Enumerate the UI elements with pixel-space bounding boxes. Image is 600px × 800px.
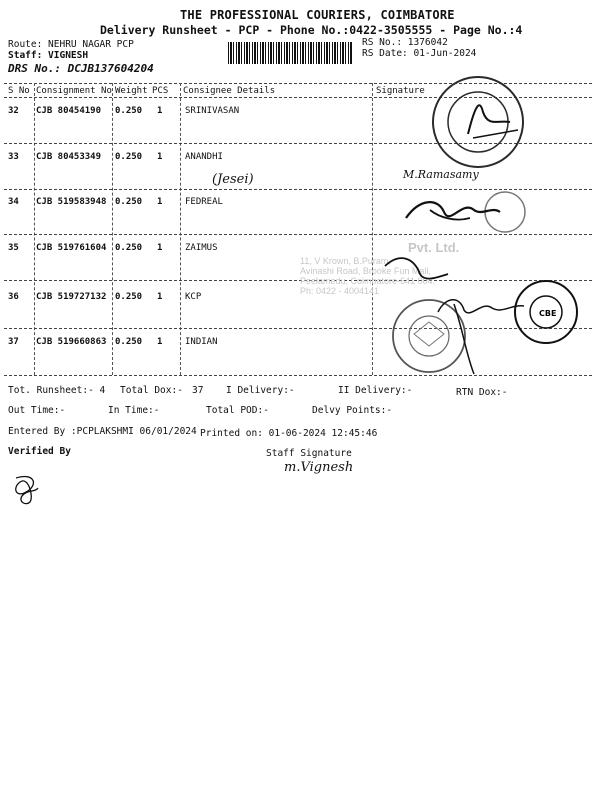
col-sno: S No [8, 86, 30, 96]
row-33-weight: 0.250 [115, 152, 143, 162]
row-34-weight: 0.250 [115, 197, 143, 207]
total-dox-value: 37 [192, 385, 204, 396]
row-33-consignment: CJB 80453349 [36, 152, 102, 162]
row-36-sno: 36 [8, 292, 19, 302]
row-33-sno: 33 [8, 152, 19, 162]
handwritten-jesei-text: Jesei [217, 172, 249, 187]
company-seal-stamp-1 [428, 72, 528, 172]
row-36-pcs: 1 [157, 292, 163, 302]
svg-text:CBE: CBE [539, 309, 557, 318]
handwritten-ramasamy: M.Ramasamy [403, 168, 479, 181]
ii-delivery: II Delivery:- [338, 385, 413, 396]
delvy-points: Delvy Points:- [312, 405, 393, 416]
signature-scribble-35 [380, 248, 460, 288]
col-pcs: PCS [152, 86, 169, 96]
staff-signature-label: Staff Signature [266, 448, 352, 459]
row-37-sno: 37 [8, 337, 19, 347]
row-35-sno: 35 [8, 243, 19, 253]
ghost-stamp-line5: Ph: 0422 - 4004141 [300, 286, 380, 296]
row-34-consignee: FEDREAL [185, 197, 223, 207]
verifier-signature-scribble [6, 468, 46, 508]
tot-runsheet: Tot. Runsheet:- 4 [8, 385, 106, 396]
row-34-consignment: CJB 519583948 [36, 197, 107, 207]
out-time: Out Time:- [8, 405, 66, 416]
handwritten-jesei: (Jesei) [212, 172, 254, 187]
row-33-pcs: 1 [157, 152, 163, 162]
row-35-consignment: CJB 519761604 [36, 243, 107, 253]
col-signature: Signature [376, 86, 425, 96]
col-consignment: Consignment No [36, 86, 112, 96]
col-consignee: Consignee Details [183, 86, 276, 96]
ghost-stamp-line3: Avinashi Road, Brooke Fun Mall, [300, 266, 431, 276]
in-time: In Time:- [108, 405, 160, 416]
row-36-weight: 0.250 [115, 292, 143, 302]
staff-label: Staff: VIGNESH [8, 50, 89, 61]
printed-on: Printed on: 01-06-2024 12:45:46 [200, 428, 378, 439]
row-35-consignee: ZAIMUS [185, 243, 218, 253]
row-35-pcs: 1 [157, 243, 163, 253]
verified-by: Verified By [8, 446, 71, 457]
rtn-dox: RTN Dox:- [456, 387, 508, 398]
ghost-stamp-line1: Pvt. Ltd. [408, 240, 460, 255]
signature-scribble-34 [400, 188, 530, 236]
rs-date: RS Date: 01-Jun-2024 [362, 48, 477, 59]
runsheet-subtitle: Delivery Runsheet - PCP - Phone No.:0422-3505555 - Page No.:4 [100, 23, 523, 37]
total-dox-label: Total Dox:- [120, 385, 183, 396]
rs-number: RS No.: 1376042 [362, 37, 448, 48]
row-37-weight: 0.250 [115, 337, 143, 347]
i-delivery: I Delivery:- [226, 385, 295, 396]
route-label: Route: NEHRU NAGAR PCP [8, 39, 134, 50]
row-36-consignee: KCP [185, 292, 202, 302]
row-34-sno: 34 [8, 197, 19, 207]
entered-by: Entered By :PCPLAKSHMI 06/01/2024 [8, 426, 197, 437]
row-34-pcs: 1 [157, 197, 163, 207]
row-32-pcs: 1 [157, 106, 163, 116]
row-32-consignee: SRINIVASAN [185, 106, 240, 116]
kcp-seal-stamp [504, 278, 584, 350]
drs-number: DRS No.: DCJB137604204 [8, 62, 154, 75]
total-pod: Total POD:- [206, 405, 269, 416]
col-weight: Weight [115, 86, 148, 96]
row-32-consignment: CJB 80454190 [36, 106, 102, 116]
row-35-weight: 0.250 [115, 243, 143, 253]
row-33-consignee: ANANDHI [185, 152, 223, 162]
staff-signature-handwritten: m.Vignesh [284, 460, 354, 475]
row-37-consignee: INDIAN [185, 337, 218, 347]
row-37-consignment: CJB 519660863 [36, 337, 107, 347]
row-36-consignment: CJB 519727132 [36, 292, 107, 302]
row-32-weight: 0.250 [115, 106, 143, 116]
ghost-stamp-line4: Peelamedu, Coimbatore-641 004. [300, 276, 436, 286]
company-name: THE PROFESSIONAL COURIERS, COIMBATORE [180, 8, 455, 22]
barcode [228, 42, 352, 64]
row-32-sno: 32 [8, 106, 19, 116]
ghost-stamp-line2: 11, V Krown, B.Puram, [300, 256, 391, 266]
row-37-pcs: 1 [157, 337, 163, 347]
